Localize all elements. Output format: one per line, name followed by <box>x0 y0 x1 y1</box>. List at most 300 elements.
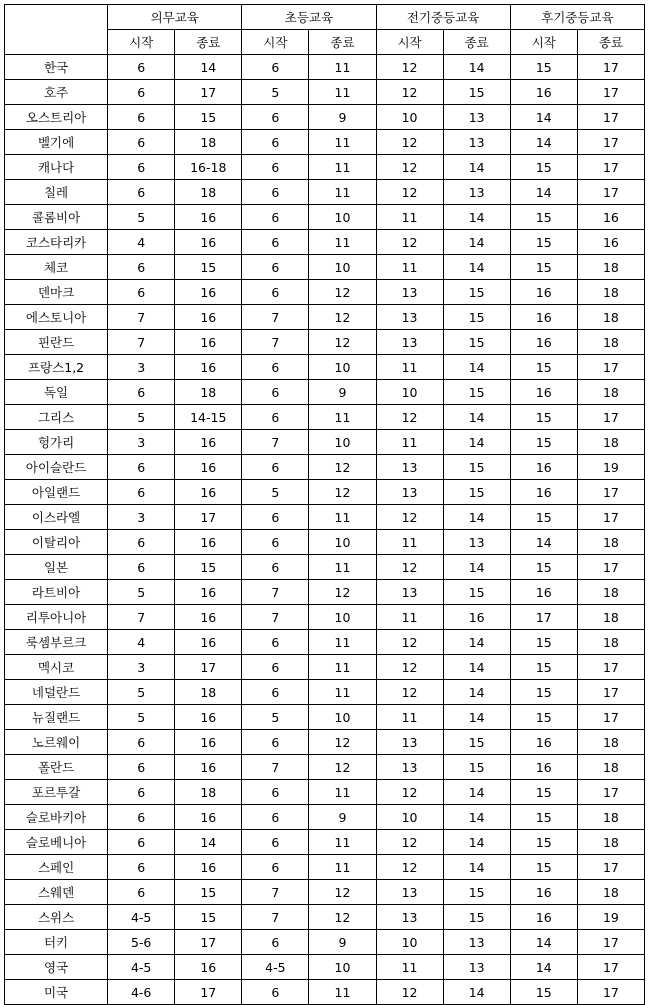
age-value-cell: 7 <box>242 330 309 355</box>
age-value-cell: 12 <box>376 130 443 155</box>
age-value-cell: 18 <box>175 380 242 405</box>
age-value-cell: 6 <box>242 155 309 180</box>
age-value-cell: 12 <box>376 180 443 205</box>
age-value-cell: 7 <box>108 605 175 630</box>
age-value-cell: 14 <box>443 630 510 655</box>
age-value-cell: 5-6 <box>108 930 175 955</box>
age-value-cell: 11 <box>376 430 443 455</box>
age-value-cell: 14 <box>443 55 510 80</box>
age-value-cell: 6 <box>242 255 309 280</box>
age-value-cell: 16 <box>510 455 577 480</box>
country-cell: 이탈리아 <box>5 530 108 555</box>
country-cell: 덴마크 <box>5 280 108 305</box>
age-value-cell: 15 <box>510 680 577 705</box>
age-value-cell: 14 <box>175 55 242 80</box>
age-value-cell: 12 <box>376 80 443 105</box>
group-header-row <box>5 5 645 30</box>
age-value-cell: 12 <box>309 480 376 505</box>
age-value-cell: 15 <box>443 330 510 355</box>
age-value-cell: 14 <box>443 155 510 180</box>
age-value-cell: 11 <box>376 355 443 380</box>
age-value-cell: 16 <box>510 580 577 605</box>
age-value-cell: 6 <box>108 730 175 755</box>
age-value-cell: 10 <box>309 530 376 555</box>
age-value-cell: 16 <box>175 705 242 730</box>
age-value-cell: 12 <box>376 405 443 430</box>
age-value-cell: 5 <box>108 705 175 730</box>
age-value-cell: 14 <box>443 980 510 1005</box>
age-value-cell: 12 <box>309 880 376 905</box>
table-row <box>5 305 645 330</box>
table-row <box>5 730 645 755</box>
age-value-cell: 15 <box>510 155 577 180</box>
age-value-cell: 6 <box>242 205 309 230</box>
age-value-cell: 4-6 <box>108 980 175 1005</box>
age-value-cell: 16 <box>510 905 577 930</box>
age-value-cell: 17 <box>577 680 644 705</box>
age-value-cell: 14 <box>443 430 510 455</box>
age-value-cell: 6 <box>242 355 309 380</box>
age-value-cell: 11 <box>309 780 376 805</box>
age-value-cell: 16 <box>510 480 577 505</box>
age-value-cell: 6 <box>242 530 309 555</box>
age-value-cell: 15 <box>510 805 577 830</box>
age-value-cell: 17 <box>175 930 242 955</box>
age-value-cell: 6 <box>242 505 309 530</box>
age-value-cell: 11 <box>309 830 376 855</box>
age-value-cell: 13 <box>443 180 510 205</box>
age-value-cell: 14 <box>510 955 577 980</box>
age-value-cell: 15 <box>510 430 577 455</box>
age-value-cell: 6 <box>242 230 309 255</box>
age-value-cell: 6 <box>108 780 175 805</box>
age-value-cell: 6 <box>108 755 175 780</box>
age-value-cell: 6 <box>108 455 175 480</box>
age-value-cell: 16 <box>175 355 242 380</box>
age-value-cell: 15 <box>443 480 510 505</box>
age-value-cell: 11 <box>309 980 376 1005</box>
age-value-cell: 13 <box>376 480 443 505</box>
table-row <box>5 355 645 380</box>
subheader-end: 종료 <box>175 30 242 55</box>
age-value-cell: 12 <box>376 55 443 80</box>
age-value-cell: 18 <box>175 680 242 705</box>
age-value-cell: 18 <box>577 430 644 455</box>
age-value-cell: 4 <box>108 230 175 255</box>
age-value-cell: 11 <box>309 230 376 255</box>
age-value-cell: 16 <box>510 305 577 330</box>
age-value-cell: 13 <box>376 880 443 905</box>
age-value-cell: 9 <box>309 930 376 955</box>
country-cell: 라트비아 <box>5 580 108 605</box>
age-value-cell: 16 <box>175 630 242 655</box>
age-value-cell: 11 <box>376 205 443 230</box>
age-value-cell: 14 <box>443 255 510 280</box>
age-value-cell: 16 <box>175 855 242 880</box>
age-value-cell: 10 <box>309 255 376 280</box>
age-value-cell: 18 <box>175 180 242 205</box>
age-value-cell: 15 <box>443 455 510 480</box>
age-value-cell: 18 <box>577 730 644 755</box>
age-value-cell: 12 <box>309 330 376 355</box>
age-value-cell: 9 <box>309 105 376 130</box>
country-cell: 미국 <box>5 980 108 1005</box>
country-cell: 영국 <box>5 955 108 980</box>
age-value-cell: 17 <box>577 655 644 680</box>
age-value-cell: 6 <box>108 80 175 105</box>
age-value-cell: 16 <box>175 480 242 505</box>
age-value-cell: 16 <box>175 305 242 330</box>
table-row <box>5 180 645 205</box>
age-value-cell: 16 <box>175 230 242 255</box>
age-value-cell: 14 <box>510 105 577 130</box>
age-value-cell: 15 <box>510 780 577 805</box>
age-value-cell: 7 <box>108 330 175 355</box>
age-value-cell: 12 <box>376 780 443 805</box>
country-cell: 일본 <box>5 555 108 580</box>
age-value-cell: 15 <box>443 305 510 330</box>
subheader-start: 시작 <box>242 30 309 55</box>
age-value-cell: 5 <box>242 480 309 505</box>
table-row <box>5 530 645 555</box>
age-value-cell: 12 <box>376 505 443 530</box>
country-cell: 리투아니아 <box>5 605 108 630</box>
age-value-cell: 14 <box>443 830 510 855</box>
country-cell: 스위스 <box>5 905 108 930</box>
age-value-cell: 17 <box>577 980 644 1005</box>
group-header-upper-secondary: 후기중등교육 <box>510 5 644 30</box>
country-cell: 프랑스1,2 <box>5 355 108 380</box>
age-value-cell: 6 <box>242 655 309 680</box>
age-value-cell: 14 <box>510 130 577 155</box>
age-value-cell: 16 <box>175 580 242 605</box>
age-value-cell: 15 <box>510 55 577 80</box>
age-value-cell: 5 <box>242 80 309 105</box>
age-value-cell: 12 <box>309 905 376 930</box>
age-value-cell: 17 <box>577 480 644 505</box>
age-value-cell: 6 <box>108 280 175 305</box>
age-value-cell: 6 <box>242 55 309 80</box>
age-value-cell: 15 <box>510 630 577 655</box>
table-row <box>5 805 645 830</box>
age-value-cell: 15 <box>510 355 577 380</box>
age-value-cell: 12 <box>309 455 376 480</box>
age-value-cell: 17 <box>175 505 242 530</box>
age-value-cell: 11 <box>309 155 376 180</box>
age-value-cell: 15 <box>510 255 577 280</box>
age-value-cell: 6 <box>108 555 175 580</box>
age-value-cell: 6 <box>242 930 309 955</box>
table-body <box>5 55 645 1005</box>
age-value-cell: 14 <box>443 355 510 380</box>
age-value-cell: 12 <box>376 855 443 880</box>
country-cell: 폴란드 <box>5 755 108 780</box>
age-value-cell: 11 <box>309 505 376 530</box>
age-value-cell: 13 <box>376 730 443 755</box>
country-cell: 네덜란드 <box>5 680 108 705</box>
table-row <box>5 280 645 305</box>
table-row <box>5 705 645 730</box>
country-cell: 멕시코 <box>5 655 108 680</box>
age-value-cell: 18 <box>577 305 644 330</box>
age-value-cell: 16 <box>175 730 242 755</box>
age-value-cell: 15 <box>510 830 577 855</box>
age-value-cell: 6 <box>242 680 309 705</box>
age-value-cell: 12 <box>309 730 376 755</box>
age-value-cell: 16 <box>510 880 577 905</box>
age-value-cell: 14 <box>443 855 510 880</box>
group-header-compulsory: 의무교육 <box>108 5 242 30</box>
age-value-cell: 14-15 <box>175 405 242 430</box>
age-value-cell: 17 <box>175 80 242 105</box>
age-value-cell: 6 <box>108 130 175 155</box>
age-value-cell: 16 <box>510 380 577 405</box>
age-value-cell: 17 <box>577 405 644 430</box>
country-cell: 슬로바키아 <box>5 805 108 830</box>
age-value-cell: 17 <box>577 180 644 205</box>
age-value-cell: 17 <box>577 505 644 530</box>
country-cell: 아이슬란드 <box>5 455 108 480</box>
age-value-cell: 12 <box>376 555 443 580</box>
age-value-cell: 7 <box>242 580 309 605</box>
age-value-cell: 9 <box>309 380 376 405</box>
age-value-cell: 11 <box>376 530 443 555</box>
table-row <box>5 955 645 980</box>
country-cell: 노르웨이 <box>5 730 108 755</box>
age-value-cell: 16 <box>577 205 644 230</box>
age-value-cell: 6 <box>242 105 309 130</box>
table-row <box>5 130 645 155</box>
age-value-cell: 4-5 <box>242 955 309 980</box>
age-value-cell: 11 <box>376 705 443 730</box>
age-value-cell: 15 <box>175 255 242 280</box>
age-value-cell: 18 <box>577 255 644 280</box>
table-row <box>5 655 645 680</box>
age-value-cell: 6 <box>108 880 175 905</box>
age-value-cell: 18 <box>577 605 644 630</box>
group-header-primary: 초등교육 <box>242 5 376 30</box>
age-value-cell: 5 <box>108 580 175 605</box>
age-value-cell: 4 <box>108 630 175 655</box>
age-value-cell: 16 <box>175 605 242 630</box>
age-value-cell: 6 <box>108 380 175 405</box>
age-value-cell: 18 <box>577 805 644 830</box>
age-value-cell: 15 <box>510 205 577 230</box>
age-value-cell: 10 <box>376 930 443 955</box>
age-value-cell: 11 <box>309 130 376 155</box>
age-value-cell: 18 <box>175 780 242 805</box>
age-value-cell: 6 <box>108 155 175 180</box>
age-value-cell: 17 <box>577 80 644 105</box>
subheader-end: 종료 <box>577 30 644 55</box>
age-value-cell: 17 <box>175 980 242 1005</box>
age-value-cell: 18 <box>577 830 644 855</box>
table-row <box>5 580 645 605</box>
country-cell: 핀란드 <box>5 330 108 355</box>
age-value-cell: 6 <box>108 55 175 80</box>
age-value-cell: 13 <box>443 105 510 130</box>
subheader-end: 종료 <box>309 30 376 55</box>
age-value-cell: 14 <box>443 780 510 805</box>
age-value-cell: 7 <box>242 305 309 330</box>
country-cell: 벨기에 <box>5 130 108 155</box>
country-cell: 호주 <box>5 80 108 105</box>
age-value-cell: 13 <box>376 755 443 780</box>
age-value-cell: 15 <box>175 105 242 130</box>
table-row <box>5 930 645 955</box>
age-value-cell: 14 <box>443 205 510 230</box>
age-value-cell: 6 <box>242 555 309 580</box>
age-value-cell: 16 <box>175 455 242 480</box>
age-value-cell: 16 <box>510 755 577 780</box>
age-value-cell: 15 <box>510 980 577 1005</box>
age-value-cell: 9 <box>309 805 376 830</box>
age-value-cell: 16 <box>443 605 510 630</box>
table-row <box>5 380 645 405</box>
age-value-cell: 7 <box>242 755 309 780</box>
age-value-cell: 13 <box>376 905 443 930</box>
age-value-cell: 6 <box>242 980 309 1005</box>
country-cell: 캐나다 <box>5 155 108 180</box>
age-value-cell: 15 <box>443 280 510 305</box>
age-value-cell: 17 <box>577 555 644 580</box>
age-value-cell: 12 <box>376 830 443 855</box>
age-value-cell: 6 <box>242 830 309 855</box>
age-value-cell: 13 <box>443 955 510 980</box>
age-value-cell: 6 <box>242 280 309 305</box>
age-value-cell: 13 <box>376 455 443 480</box>
age-value-cell: 17 <box>577 105 644 130</box>
age-value-cell: 18 <box>577 580 644 605</box>
age-value-cell: 14 <box>510 930 577 955</box>
table-row <box>5 855 645 880</box>
age-value-cell: 17 <box>577 130 644 155</box>
age-value-cell: 7 <box>242 605 309 630</box>
country-cell: 뉴질랜드 <box>5 705 108 730</box>
age-value-cell: 18 <box>577 280 644 305</box>
table-row <box>5 830 645 855</box>
age-value-cell: 10 <box>309 955 376 980</box>
age-value-cell: 15 <box>443 80 510 105</box>
age-value-cell: 16 <box>577 230 644 255</box>
subheader-start: 시작 <box>108 30 175 55</box>
table-row <box>5 780 645 805</box>
age-value-cell: 12 <box>376 680 443 705</box>
age-value-cell: 14 <box>443 230 510 255</box>
age-value-cell: 13 <box>443 130 510 155</box>
table-row <box>5 55 645 80</box>
age-value-cell: 14 <box>510 180 577 205</box>
country-cell: 칠레 <box>5 180 108 205</box>
age-value-cell: 16 <box>510 330 577 355</box>
table-row <box>5 405 645 430</box>
age-value-cell: 15 <box>510 230 577 255</box>
country-cell: 그리스 <box>5 405 108 430</box>
age-value-cell: 6 <box>242 855 309 880</box>
age-value-cell: 15 <box>175 555 242 580</box>
age-value-cell: 16 <box>175 330 242 355</box>
country-cell: 헝가리 <box>5 430 108 455</box>
age-value-cell: 11 <box>309 655 376 680</box>
country-cell: 룩셈부르크 <box>5 630 108 655</box>
age-value-cell: 16-18 <box>175 155 242 180</box>
age-value-cell: 16 <box>175 955 242 980</box>
age-value-cell: 17 <box>510 605 577 630</box>
table-row <box>5 480 645 505</box>
age-value-cell: 15 <box>510 505 577 530</box>
education-age-table <box>4 4 645 1005</box>
country-cell: 오스트리아 <box>5 105 108 130</box>
age-value-cell: 6 <box>108 830 175 855</box>
age-value-cell: 18 <box>175 130 242 155</box>
age-value-cell: 16 <box>510 280 577 305</box>
age-value-cell: 6 <box>108 105 175 130</box>
age-value-cell: 6 <box>242 730 309 755</box>
age-value-cell: 16 <box>175 205 242 230</box>
age-value-cell: 6 <box>108 255 175 280</box>
age-value-cell: 5 <box>242 705 309 730</box>
age-value-cell: 17 <box>175 655 242 680</box>
age-value-cell: 6 <box>242 455 309 480</box>
age-value-cell: 14 <box>443 505 510 530</box>
table-row <box>5 430 645 455</box>
age-value-cell: 17 <box>577 55 644 80</box>
table-row <box>5 330 645 355</box>
age-value-cell: 15 <box>443 905 510 930</box>
age-value-cell: 15 <box>510 405 577 430</box>
age-value-cell: 7 <box>242 430 309 455</box>
age-value-cell: 12 <box>309 305 376 330</box>
age-value-cell: 12 <box>376 630 443 655</box>
age-value-cell: 15 <box>443 380 510 405</box>
age-value-cell: 16 <box>175 530 242 555</box>
age-value-cell: 15 <box>175 880 242 905</box>
age-value-cell: 14 <box>443 805 510 830</box>
age-value-cell: 19 <box>577 905 644 930</box>
subheader-end: 종료 <box>443 30 510 55</box>
age-value-cell: 15 <box>510 855 577 880</box>
age-value-cell: 12 <box>376 155 443 180</box>
age-value-cell: 12 <box>376 230 443 255</box>
table-row <box>5 255 645 280</box>
table-row <box>5 755 645 780</box>
age-value-cell: 11 <box>309 80 376 105</box>
age-value-cell: 6 <box>242 180 309 205</box>
country-cell: 한국 <box>5 55 108 80</box>
age-value-cell: 10 <box>309 705 376 730</box>
subheader-start: 시작 <box>510 30 577 55</box>
age-value-cell: 13 <box>376 280 443 305</box>
age-value-cell: 3 <box>108 655 175 680</box>
age-value-cell: 19 <box>577 455 644 480</box>
age-value-cell: 6 <box>242 805 309 830</box>
table-row <box>5 605 645 630</box>
table-row <box>5 155 645 180</box>
age-value-cell: 14 <box>443 655 510 680</box>
age-value-cell: 16 <box>175 805 242 830</box>
country-cell: 체코 <box>5 255 108 280</box>
age-value-cell: 11 <box>309 680 376 705</box>
age-value-cell: 17 <box>577 780 644 805</box>
age-value-cell: 6 <box>242 630 309 655</box>
age-value-cell: 6 <box>242 130 309 155</box>
age-value-cell: 10 <box>309 355 376 380</box>
age-value-cell: 12 <box>376 980 443 1005</box>
age-value-cell: 4-5 <box>108 905 175 930</box>
age-value-cell: 12 <box>309 580 376 605</box>
age-value-cell: 6 <box>108 180 175 205</box>
age-value-cell: 13 <box>443 930 510 955</box>
